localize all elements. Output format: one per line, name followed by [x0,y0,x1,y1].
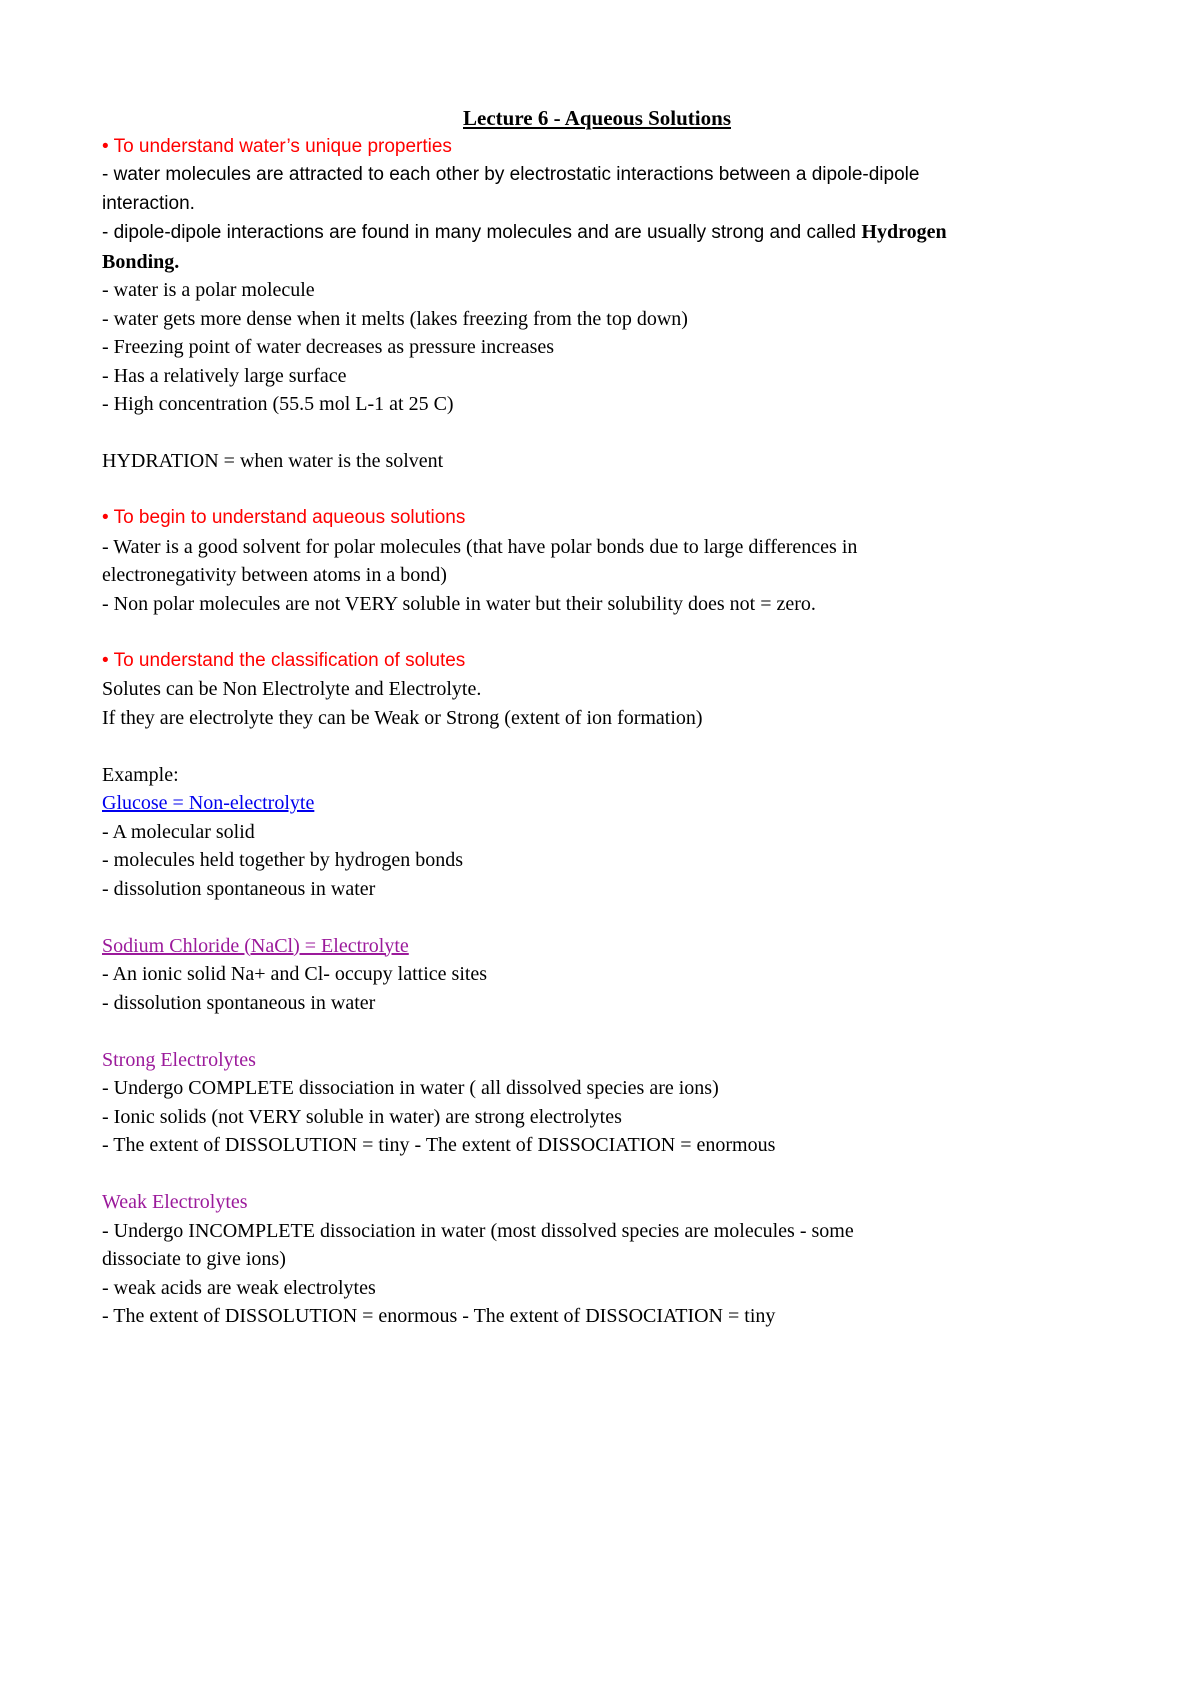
text-line: Solutes can be Non Electrolyte and Electrolyte. [102,678,482,700]
document-page [102,104,1102,1331]
glucose-link[interactable]: Glucose = Non-electrolyte [102,792,315,814]
spacer [102,419,1102,448]
strong-electrolytes-heading: Strong Electrolytes [102,1048,256,1071]
list-item: - High concentration (55.5 mol L-1 at 25 C) [102,393,454,415]
spacer [102,1160,1102,1189]
section-heading-classification: • To understand the classification of solutes [102,649,466,671]
text-line: If they are electrolyte they can be Weak or Strong (extent of ion formation) [102,706,703,729]
spacer [102,903,1102,932]
bold-term: Hydrogen [861,221,947,243]
nacl-heading [102,932,1102,961]
list-item: - Undergo COMPLETE dissociation in water ( all dissolved species are ions) [102,1077,719,1099]
list-item: - weak acids are weak electrolytes [102,1276,376,1299]
list-item: - Has a relatively large surface [102,364,347,387]
example-label: Example: [102,763,179,786]
list-item: - Freezing point of water decreases as pressure increases [102,336,555,358]
list-item: - An ionic solid Na+ and Cl- occupy lattice sites [102,963,488,985]
list-item: - water gets more dense when it melts (lakes freezing from the top down) [102,307,688,330]
section-heading-water-properties: • To understand water’s unique properties [102,135,452,157]
text-line: - water molecules are attracted to each other by electrostatic interactions between a dipole-dipole [102,164,920,185]
spacer [102,618,1102,647]
list-item: - dissolution spontaneous in water [102,991,376,1014]
hydration-definition: HYDRATION = when water is the solvent [102,450,444,472]
list-item: - The extent of DISSOLUTION = tiny - The extent of DISSOCIATION = enormous [102,1134,776,1156]
list-item: - Ionic solids (not VERY soluble in water) are strong electrolytes [102,1105,622,1128]
list-item: - water is a polar molecule [102,279,315,301]
text-line: interaction. [102,192,195,214]
glucose-heading [102,789,1102,818]
text-line: electronegativity between atoms in a bond) [102,564,447,586]
list-item: - Undergo INCOMPLETE dissociation in water (most dissolved species are molecules - some [102,1219,854,1242]
list-item: - The extent of DISSOLUTION = enormous - The extent of DISSOCIATION = tiny [102,1305,776,1327]
list-item: - dissolution spontaneous in water [102,877,376,900]
spacer [102,732,1102,761]
text-line [102,248,1102,277]
spacer [102,476,1102,505]
text-line [102,218,1102,248]
text-line: - Water is a good solvent for polar molecules (that have polar bonds due to large differences in [102,535,858,558]
list-item: - A molecular solid [102,820,255,843]
list-item: dissociate to give ions) [102,1248,286,1270]
page-title: Lecture 6 - Aqueous Solutions [463,106,731,130]
bold-term: Bonding. [102,250,180,273]
nacl-link[interactable]: Sodium Chloride (NaCl) = Electrolyte [102,934,409,957]
list-item: - molecules held together by hydrogen bonds [102,849,464,871]
spacer [102,1017,1102,1046]
weak-electrolytes-heading: Weak Electrolytes [102,1191,248,1213]
section-heading-aqueous-solutions: • To begin to understand aqueous solutions [102,507,466,528]
text-span: - dipole-dipole interactions are found in many molecules and are usually strong and called [102,222,862,243]
text-line: - Non polar molecules are not VERY soluble in water but their solubility does not = zero. [102,592,816,615]
